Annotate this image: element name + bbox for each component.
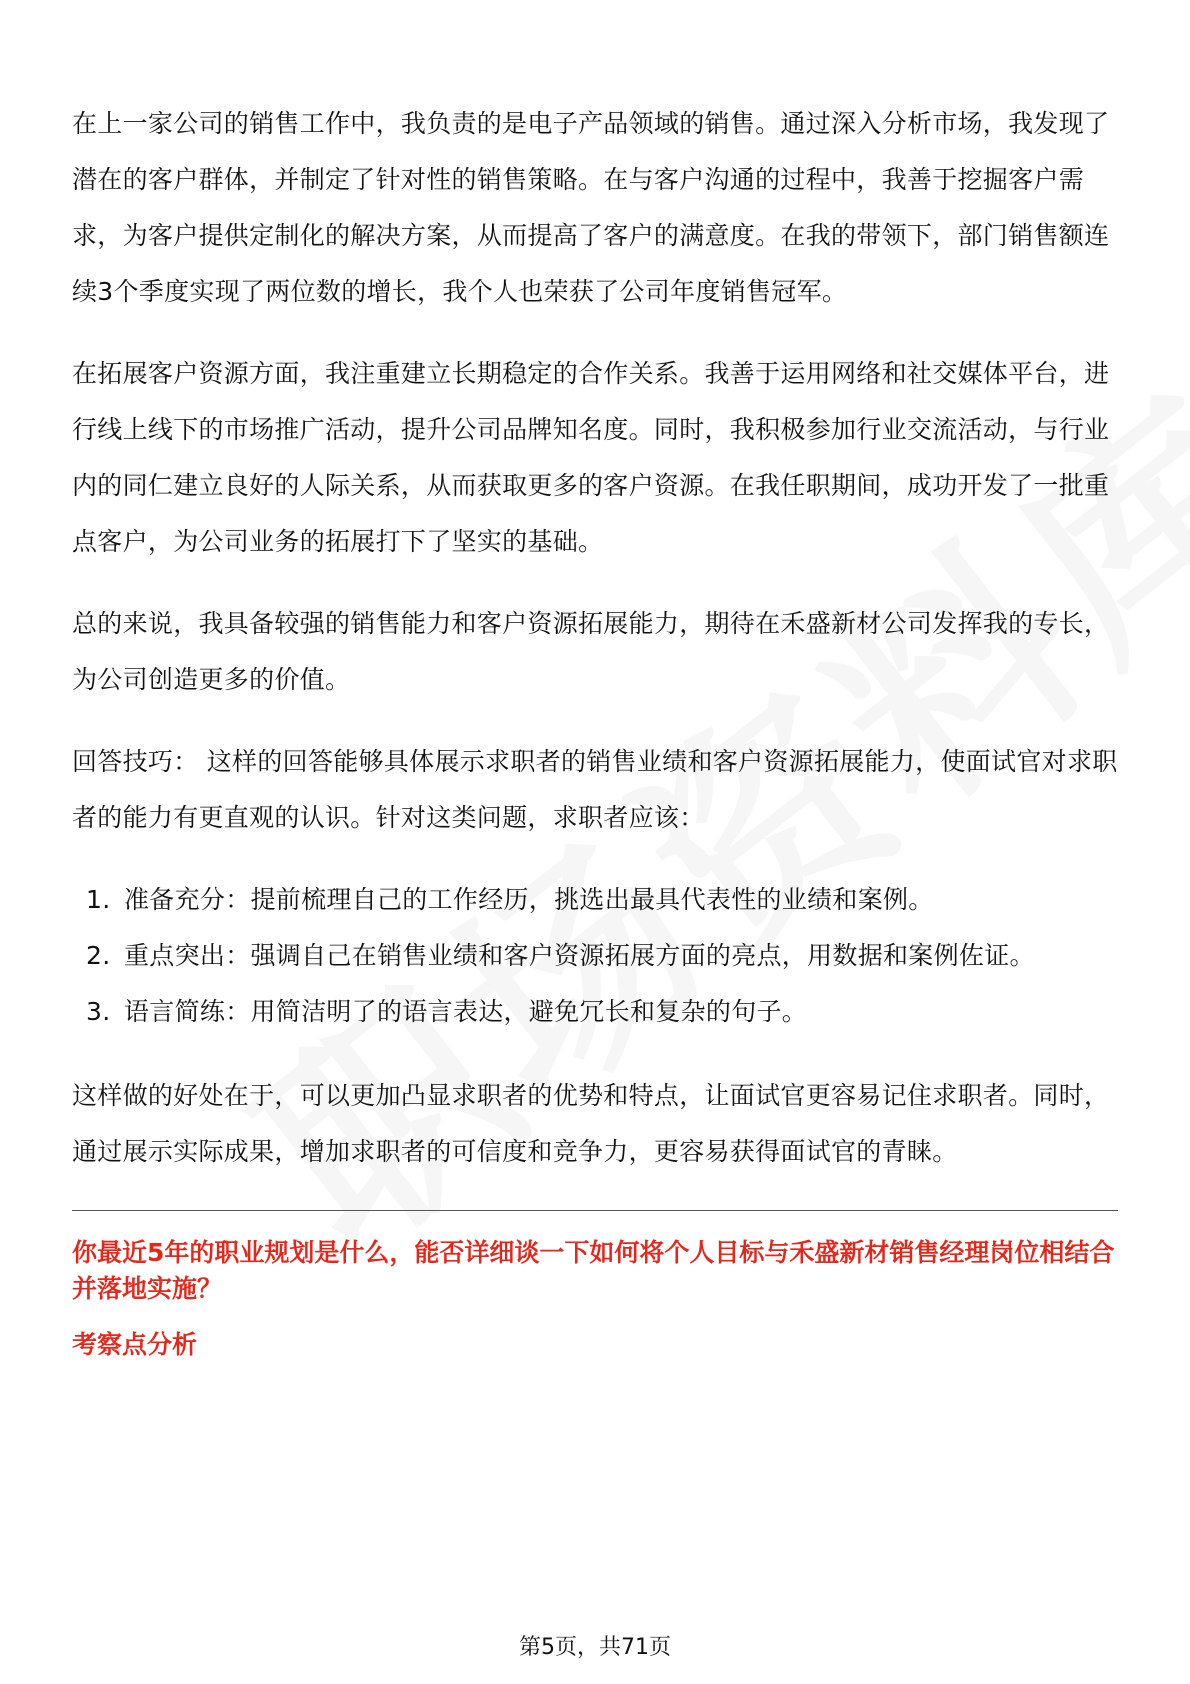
list-item-text: 重点突出：强调自己在销售业绩和客户资源拓展方面的亮点，用数据和案例佐证。 (124, 941, 1035, 970)
list-item (72, 928, 1118, 984)
tips-list (72, 872, 1118, 1040)
list-item-number: 2. (86, 941, 111, 970)
interview-question-heading: 你最近5年的职业规划是什么，能否详细谈一下如何将个人目标与禾盛新材销售经理岗位相结合并落地实施？ (72, 1238, 1115, 1303)
section-title: 考察点分析 (72, 1330, 198, 1359)
list-item-text: 准备充分：提前梳理自己的工作经历，挑选出最具代表性的业绩和案例。 (124, 885, 934, 914)
section-divider (72, 1210, 1118, 1211)
page-footer: 第5页，共71页 (519, 1635, 671, 1660)
document-body (72, 96, 1118, 1365)
list-item (72, 872, 1118, 928)
paragraph-answer-tips: 回答技巧： 这样的回答能够具体展示求职者的销售业绩和客户资源拓展能力，使面试官对求职者的能力有更直观的认识。针对这类问题，求职者应该： (72, 747, 1118, 832)
list-item (72, 984, 1118, 1040)
list-item-text: 语言简练：用简洁明了的语言表达，避免冗长和复杂的句子。 (124, 997, 808, 1026)
paragraph-sales-experience: 在上一家公司的销售工作中，我负责的是电子产品领域的销售。通过深入分析市场，我发现了潜在的客户群体，并制定了针对性的销售策略。在与客户沟通的过程中，我善于挖掘客户需求，为客户提供定制化的解决方案，从而提高了客户的满意度。在我的带领下，部门销售额连续3个季度实现了两位数的增长，我个人也荣获了公司年度销售冠军。 (72, 109, 1110, 306)
paragraph-summary: 总的来说，我具备较强的销售能力和客户资源拓展能力，期待在禾盛新材公司发挥我的专长，为公司创造更多的价值。 (72, 609, 1110, 694)
list-item-number: 1. (86, 885, 111, 914)
paragraph-closing: 这样做的好处在于，可以更加凸显求职者的优势和特点，让面试官更容易记住求职者。同时，通过展示实际成果，增加求职者的可信度和竞争力，更容易获得面试官的青睐。 (72, 1081, 1110, 1166)
paragraph-client-expansion: 在拓展客户资源方面，我注重建立长期稳定的合作关系。我善于运用网络和社交媒体平台，进行线上线下的市场推广活动，提升公司品牌知名度。同时，我积极参加行业交流活动，与行业内的同仁建立良好的人际关系，从而获取更多的客户资源。在我任职期间，成功开发了一批重点客户，为公司业务的拓展打下了坚实的基础。 (72, 359, 1110, 556)
list-item-number: 3. (86, 997, 111, 1026)
